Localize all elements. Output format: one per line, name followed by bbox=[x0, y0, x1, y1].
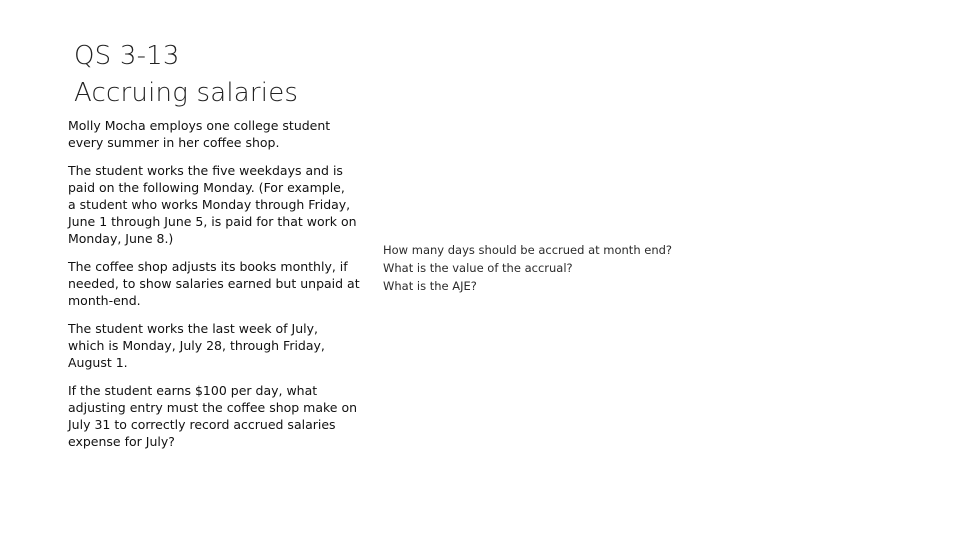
paragraph-adjustment-policy bbox=[68, 258, 378, 309]
text-line: paid on the following Monday. (For example, bbox=[68, 180, 345, 195]
text-line: adjusting entry must the coffee shop make on bbox=[68, 400, 358, 415]
text-line: The student works the last week of July, bbox=[68, 321, 319, 336]
slide-title bbox=[74, 38, 594, 112]
text-line: needed, to show salaries earned but unpaid at bbox=[68, 276, 360, 291]
follow-up-questions bbox=[383, 241, 683, 295]
paragraph-intro bbox=[68, 117, 378, 151]
text-line: The student works the five weekdays and is bbox=[68, 163, 343, 178]
paragraph-question bbox=[68, 382, 378, 450]
question-accrual-value: What is the value of the accrual? bbox=[383, 261, 573, 275]
paragraph-last-week bbox=[68, 320, 378, 371]
text-line: August 1. bbox=[68, 355, 128, 370]
text-line: which is Monday, July 28, through Friday, bbox=[68, 338, 325, 353]
problem-text bbox=[68, 117, 378, 461]
title-line-2: Accruing salaries bbox=[74, 78, 299, 108]
text-line: The coffee shop adjusts its books monthly, if bbox=[68, 259, 348, 274]
text-line: Molly Mocha employs one college student bbox=[68, 118, 331, 133]
text-line: a student who works Monday through Friday, bbox=[68, 197, 351, 212]
text-line: Monday, June 8.) bbox=[68, 231, 174, 246]
text-line: June 1 through June 5, is paid for that work on bbox=[68, 214, 357, 229]
paragraph-schedule bbox=[68, 162, 378, 247]
text-line: If the student earns $100 per day, what bbox=[68, 383, 318, 398]
question-days-accrued: How many days should be accrued at month end? bbox=[383, 243, 673, 257]
text-line: every summer in her coffee shop. bbox=[68, 135, 280, 150]
text-line: expense for July? bbox=[68, 434, 175, 449]
text-line: July 31 to correctly record accrued salaries bbox=[68, 417, 336, 432]
title-line-1: QS 3-13 bbox=[74, 41, 180, 71]
text-line: month-end. bbox=[68, 293, 141, 308]
question-aje: What is the AJE? bbox=[383, 279, 477, 293]
